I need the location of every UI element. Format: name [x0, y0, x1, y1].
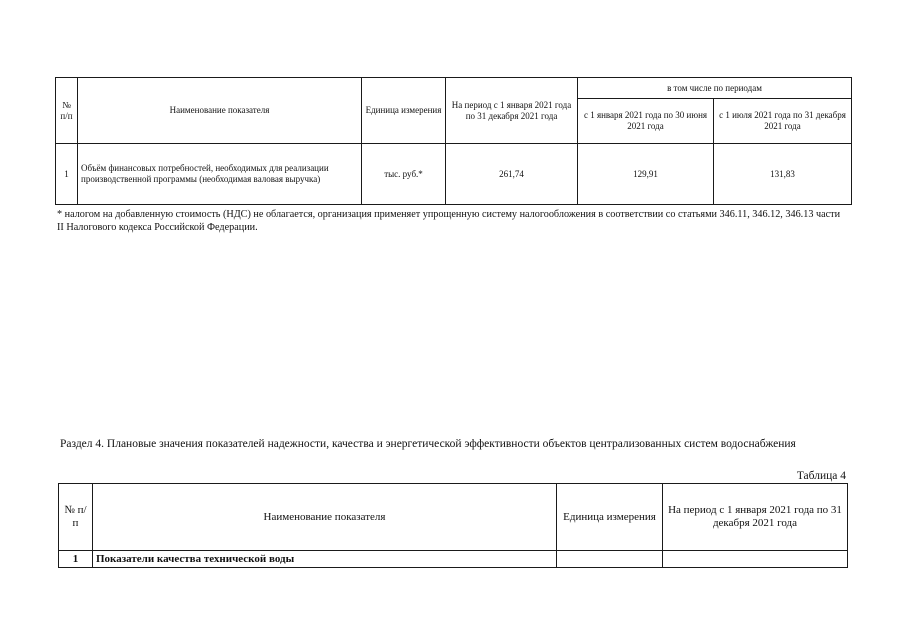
header-num: № п/п	[56, 78, 78, 144]
header-unit: Единица измерения	[557, 484, 663, 551]
reliability-indicators-table	[58, 483, 848, 568]
header-period: На период с 1 января 2021 года по 31 декабря 2021 года	[446, 78, 578, 144]
row-num: 1	[59, 551, 93, 568]
table-caption: Таблица 4	[796, 470, 846, 482]
table-row	[56, 144, 852, 205]
header-name: Наименование показателя	[93, 484, 557, 551]
financial-needs-table	[55, 77, 852, 205]
header-name: Наименование показателя	[78, 78, 362, 144]
section-title: Раздел 4. Плановые значения показателей надежности, качества и энергетической эффективности объектов централизованных систем водоснабжения	[60, 438, 796, 450]
row-unit	[557, 551, 663, 568]
header-first-half: с 1 января 2021 года по 30 июня 2021 года	[578, 99, 714, 144]
row-value	[663, 551, 848, 568]
row-name: Показатели качества технической воды	[93, 551, 557, 568]
header-second-half: с 1 июля 2021 года по 31 декабря 2021 года	[714, 99, 852, 144]
row-name: Объём финансовых потребностей, необходимых для реализации производственной программы (необходимая валовая выручка)	[78, 144, 362, 205]
row-unit: тыс. руб.*	[362, 144, 446, 205]
table-row	[59, 551, 848, 568]
row-first-half: 129,91	[578, 144, 714, 205]
header-unit: Единица измерения	[362, 78, 446, 144]
row-total: 261,74	[446, 144, 578, 205]
row-num: 1	[56, 144, 78, 205]
row-second-half: 131,83	[714, 144, 852, 205]
vat-footnote: * налогом на добавленную стоимость (НДС) не облагается, организация применяет упрощенную систему налогообложения в соответствии со статьями 346.11, 346.12, 346.13 части II Налогового кодекса Российской Федерации.	[57, 209, 841, 233]
header-including-periods: в том числе по периодам	[578, 78, 852, 99]
header-num: № п/п	[59, 484, 93, 551]
header-period: На период с 1 января 2021 года по 31 декабря 2021 года	[663, 484, 848, 551]
